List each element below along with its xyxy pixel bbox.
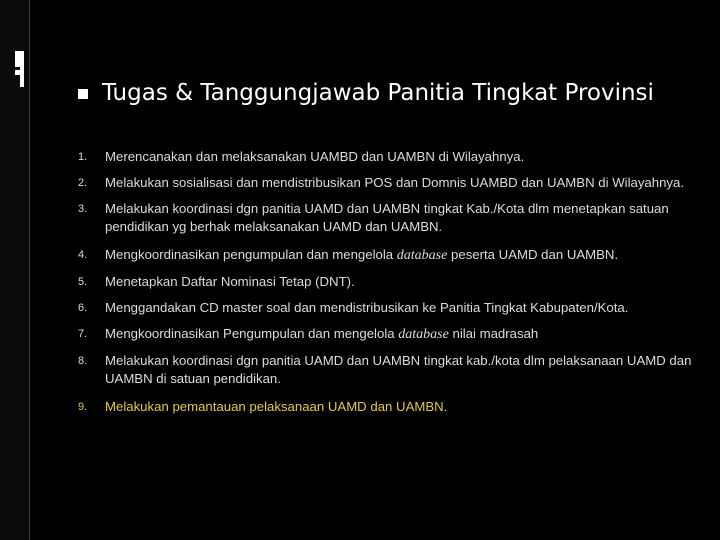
- item-text: Menggandakan CD master soal dan mendistribusikan ke Panitia Tingkat Kabupaten/Kota.: [105, 300, 629, 315]
- list-item: [78, 200, 708, 236]
- item-number: 7.: [78, 328, 88, 340]
- list-item: [78, 148, 708, 166]
- vertical-divider: [29, 0, 30, 540]
- item-number: 1.: [78, 151, 88, 163]
- item-number: 3.: [78, 203, 88, 215]
- item-text: Menetapkan Daftar Nominasi Tetap (DNT).: [105, 274, 355, 289]
- item-text-emphasis: database: [396, 248, 448, 263]
- list-item: [78, 352, 708, 388]
- list-item: [78, 246, 708, 265]
- item-text-end: peserta UAMD dan UAMBN.: [447, 247, 619, 262]
- square-bullet-icon: [78, 89, 88, 99]
- item-text-start: Mengkoordinasikan Pengumpulan dan mengelola: [105, 326, 399, 341]
- item-text-emphasis: database: [398, 327, 449, 342]
- item-number: 8.: [78, 355, 88, 367]
- task-list: [78, 148, 708, 424]
- item-number: 2.: [78, 177, 88, 189]
- item-number: 5.: [78, 276, 88, 288]
- left-accent-panel: [0, 0, 29, 540]
- slide-title-text: Tugas & Tanggungjawab Panitia Tingkat Provinsi: [102, 80, 654, 106]
- item-text-start: Mengkoordinasikan pengumpulan dan mengelola: [105, 247, 397, 262]
- accent-mark: [15, 70, 20, 75]
- item-text: Melakukan koordinasi dgn panitia UAMD dan UAMBN tingkat Kab./Kota dlm menetapkan satuan pendidikan yg berhak melaksanakan UAMD dan UAMBN.: [105, 201, 669, 234]
- item-text: Melakukan koordinasi dgn panitia UAMD dan UAMBN tingkat kab./kota dlm pelaksanaan UAMD dan UAMBN di satuan pendidikan.: [105, 353, 692, 386]
- item-text: Merencanakan dan melaksanakan UAMBD dan UAMBN di Wilayahnya.: [105, 149, 525, 164]
- list-item: [78, 299, 708, 317]
- item-text-end: nilai madrasah: [448, 326, 539, 341]
- list-item: [78, 398, 708, 416]
- item-number: 4.: [78, 249, 88, 261]
- item-text: Melakukan pemantauan pelaksanaan UAMD dan UAMBN.: [105, 399, 448, 414]
- list-item: [78, 273, 708, 291]
- item-text: Melakukan sosialisasi dan mendistribusikan POS dan Domnis UAMBD dan UAMBN di Wilayahnya.: [105, 175, 685, 190]
- item-number: 9.: [78, 401, 88, 413]
- list-item: [78, 174, 708, 192]
- accent-mark: [20, 51, 24, 87]
- list-item: [78, 325, 708, 344]
- slide-title: [78, 77, 698, 110]
- item-number: 6.: [78, 302, 88, 314]
